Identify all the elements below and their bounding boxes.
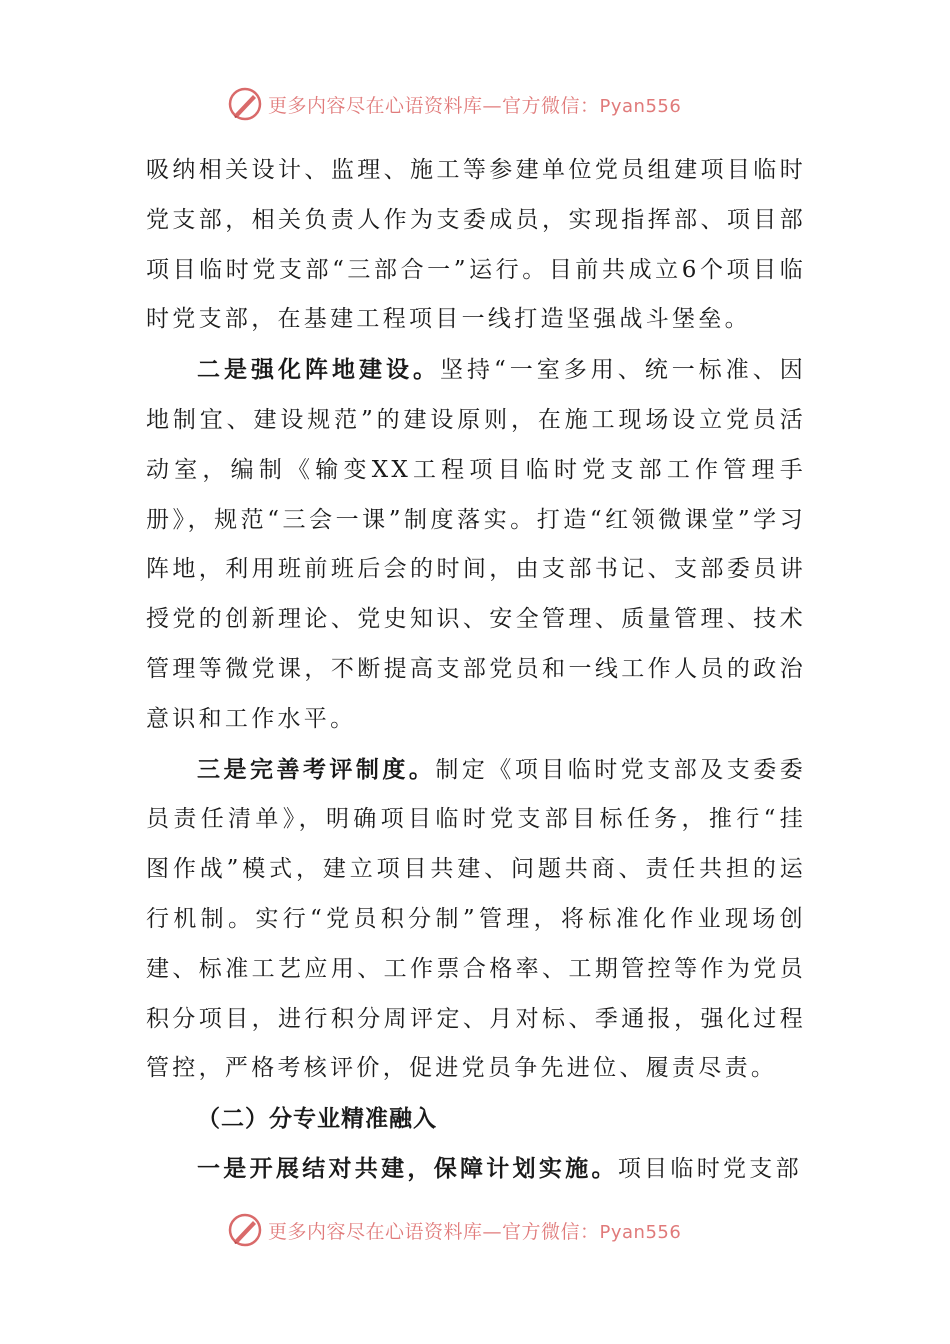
paragraph-lead: 二是强化阵地建设。 bbox=[197, 356, 440, 384]
banner-text: 更多内容尽在心语资料库—官方微信：Pyan556 bbox=[268, 94, 682, 117]
section-heading: （二）分专业精准融入 bbox=[197, 1105, 437, 1133]
banner-text: 更多内容尽在心语资料库—官方微信：Pyan556 bbox=[268, 1220, 682, 1243]
pen-logo-icon bbox=[226, 85, 264, 123]
header-watermark-banner bbox=[226, 84, 681, 124]
pen-logo-icon bbox=[226, 1211, 264, 1249]
paragraph-evaluation-system: 三是完善考评制度。制定《项目临时党支部及支委委员责任清单》，明确项目临时党支部目标任务，推行“挂图作战”模式，建立项目共建、问题共商、责任共担的运行机制。实行“党员积分制”管理，将标准化作业现场创建、标准工艺应用、工作票合格率、工期管控等作为党员积分项目，进行积分周评定、月对标、季通报，强化过程管控，严格考核评价，促进党员争先进位、履责尽责。 bbox=[146, 755, 806, 1082]
paragraph-continuation: 吸纳相关设计、监理、施工等参建单位党员组建项目临时党支部，相关负责人作为支委成员，实现指挥部、项目部项目临时党支部“三部合一”运行。目前共成立6个项目临时党支部，在基建工程项目一线打造坚强战斗堡垒。 bbox=[146, 157, 806, 333]
paragraph-lead: 一是开展结对共建，保障计划实施。 bbox=[197, 1154, 618, 1182]
footer-watermark-banner bbox=[226, 1210, 681, 1250]
document-body bbox=[146, 146, 806, 1195]
paragraph-pairing: 一是开展结对共建，保障计划实施。项目临时党支部 bbox=[197, 1154, 802, 1182]
paragraph-position-building: 二是强化阵地建设。坚持“一室多用、统一标准、因地制宜、建设规范”的建设原则，在施工现场设立党员活动室，编制《输变XX工程项目临时党支部工作管理手册》，规范“三会一课”制度落实。打造“红领微课堂”学习阵地，利用班前班后会的时间，由支部书记、支部委员讲授党的创新理论、党史知识、安全管理、质量管理、技术管理等微党课，不断提高支部党员和一线工作人员的政治意识和工作水平。 bbox=[146, 356, 807, 732]
paragraph-lead: 三是完善考评制度。 bbox=[197, 755, 436, 783]
